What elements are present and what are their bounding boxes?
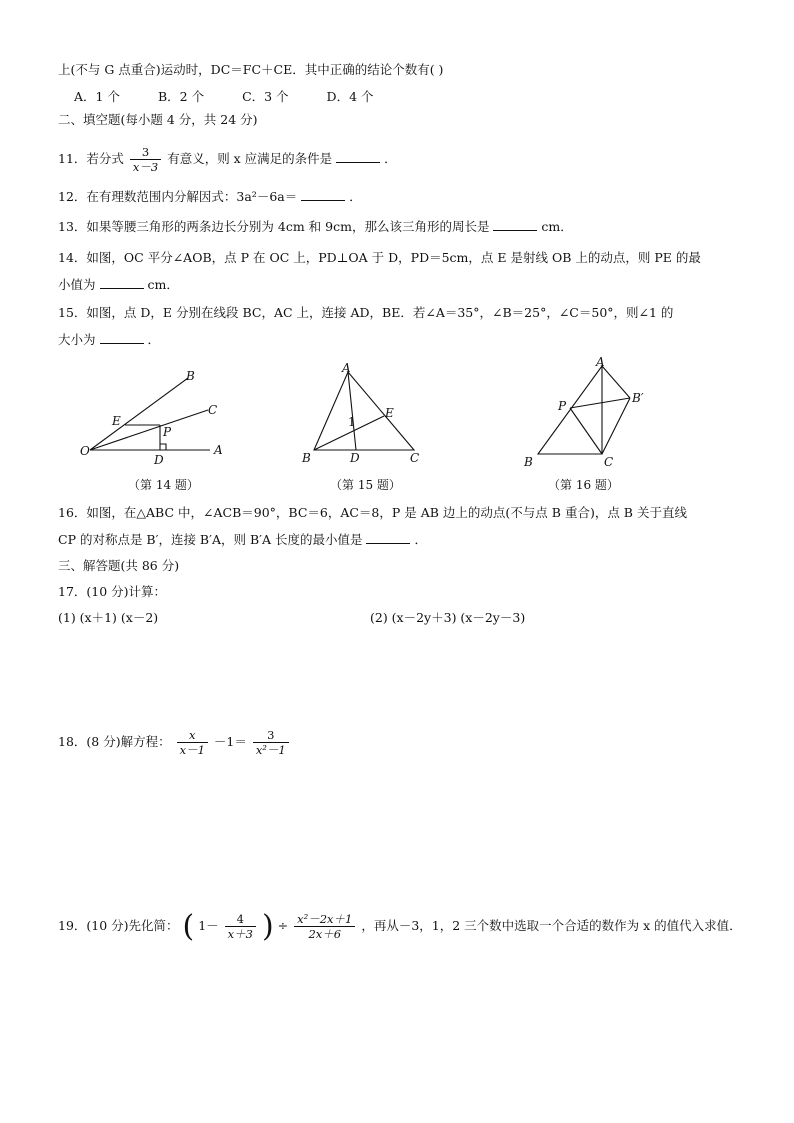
q19-right-paren: ) xyxy=(261,908,274,944)
q10-tail: 上(不与 G 点重合)运动时，DC＝FC＋CE．其中正确的结论个数有( ) xyxy=(58,62,444,77)
fig14-label-o: O xyxy=(80,444,90,458)
fig14-label-c: C xyxy=(208,403,218,417)
q18-f2-numerator: 3 xyxy=(267,728,275,742)
q18-fraction-right xyxy=(253,728,289,757)
q18-f2-denominator: x²－1 xyxy=(253,742,289,757)
q18-fraction-left xyxy=(177,728,208,757)
q13-pre: 13．如果等腰三角形的两条边长分别为 4cm 和 9cm，那么该三角形的周长是 xyxy=(58,219,490,234)
fig14-ray-ob xyxy=(90,378,188,450)
q16-line2-end: ． xyxy=(414,532,427,547)
question-19 xyxy=(58,906,742,946)
q11-answer-blank[interactable] xyxy=(336,150,380,163)
q17-title: 17．(10 分)计算： xyxy=(58,584,167,599)
fig16-segment-ab-prime xyxy=(602,366,630,398)
q11-numerator: 3 xyxy=(141,145,150,159)
section3-heading: 三、解答题(共 86 分) xyxy=(58,558,180,573)
fig14-label-d: D xyxy=(154,453,164,467)
q18-f1-numerator: x xyxy=(188,728,196,742)
q16-line1: 16．如图，在△ABC 中，∠ACB＝90°，BC＝6，AC＝8，P 是 AB 边上的动点(不与点 B 重合)，点 B 关于直线 xyxy=(58,505,687,520)
figure-16 xyxy=(518,350,668,472)
q15-line2-end: ． xyxy=(147,332,160,347)
fig14-label-p: P xyxy=(163,425,172,439)
fig14-label-a: A xyxy=(214,443,223,457)
fig16-label-a: A xyxy=(596,355,605,369)
q16-answer-blank[interactable] xyxy=(366,531,410,544)
q19-f2-denominator: 2x＋6 xyxy=(294,926,355,941)
fig14-label-e: E xyxy=(112,414,121,428)
q15-line2 xyxy=(58,331,160,348)
q17-part1: (1) (x＋1) (x－2) xyxy=(58,610,159,625)
fig16-segment-pb-prime xyxy=(570,398,630,408)
fig15-triangle-abc xyxy=(314,372,414,450)
fig16-caption: （第 16 题） xyxy=(548,478,619,492)
section2-heading: 二、填空题(每小题 4 分，共 24 分) xyxy=(58,112,258,127)
q19-f2-numerator: x²－2x＋1 xyxy=(297,912,353,926)
fig15-label-a: A xyxy=(342,361,351,375)
q19-f1-denominator: x＋3 xyxy=(225,926,256,941)
option-b: B．2 个 xyxy=(157,89,205,104)
q15-line2-pre: 大小为 xyxy=(58,332,96,347)
q18-pre: 18．(8 分)解方程： xyxy=(58,734,171,749)
fig14-right-angle-mark xyxy=(160,444,166,450)
q16-line2-pre: CP 的对称点是 B′，连接 B′A，则 B′A 长度的最小值是 xyxy=(58,532,363,547)
q15-line1: 15．如图，点 D，E 分别在线段 BC，AC 上，连接 AD，BE．若∠A＝35°，∠B＝25°，∠C＝50°，则∠1 的 xyxy=(58,305,674,320)
q18-mid: －1＝ xyxy=(213,734,247,749)
fig14-caption: （第 14 题） xyxy=(128,478,199,492)
q13-answer-blank[interactable] xyxy=(493,218,537,231)
q14-line1: 14．如图，OC 平分∠AOB，点 P 在 OC 上，PD⊥OA 于 D，PD＝5cm，点 E 是射线 OB 上的动点，则 PE 的最 xyxy=(58,250,701,265)
fig16-label-b-prime: B′ xyxy=(632,391,644,405)
q12-pre: 12．在有理数范围内分解因式：3a²－6a＝ xyxy=(58,189,298,204)
question-12 xyxy=(58,188,362,205)
figure-15 xyxy=(296,358,426,470)
q11-denominator: x－3 xyxy=(130,159,161,174)
fig15-label-c: C xyxy=(410,451,420,465)
q12-answer-blank[interactable] xyxy=(301,188,345,201)
q17-part2: (2) (x－2y＋3) (x－2y－3) xyxy=(370,610,526,625)
q14-line2-pre: 小值为 xyxy=(58,277,96,292)
q15-answer-blank[interactable] xyxy=(100,331,144,344)
q16-line2 xyxy=(58,531,427,548)
q11-fraction xyxy=(130,145,161,174)
fig16-segment-pc xyxy=(570,408,602,454)
q18-f1-denominator: x－1 xyxy=(177,742,208,757)
q19-left-paren: ( xyxy=(182,908,195,944)
q11-pre: 11．若分式 xyxy=(58,151,124,166)
q14-answer-blank[interactable] xyxy=(100,276,144,289)
q19-f1-numerator: 4 xyxy=(236,912,244,926)
fig15-segment-ad xyxy=(348,372,356,450)
fig14-ray-oc xyxy=(90,410,208,450)
q11-post: 有意义，则 x 应满足的条件是 xyxy=(167,151,333,166)
q11-end: ． xyxy=(384,151,397,166)
q14-line2 xyxy=(58,276,179,293)
option-a: A．1 个 xyxy=(74,89,120,104)
figure-14 xyxy=(80,362,240,470)
fig15-label-e: E xyxy=(385,406,394,420)
fig16-label-p: P xyxy=(558,399,567,413)
q19-pre: 19．(10 分)先化简： xyxy=(58,918,179,933)
question-11 xyxy=(58,142,397,176)
q19-fraction-outer xyxy=(294,912,355,941)
option-c: C．3 个 xyxy=(242,89,289,104)
fig16-label-b: B xyxy=(524,455,533,469)
q19-post: ，再从－3，1，2 三个数中选取一个合适的数作为 x 的值代入求值． xyxy=(361,918,742,933)
q13-end: cm． xyxy=(541,219,573,234)
fig16-segment-b-prime-c xyxy=(602,398,630,454)
q19-div: ÷ xyxy=(277,918,289,933)
q14-line2-end: cm． xyxy=(147,277,179,292)
question-13 xyxy=(58,218,573,235)
q12-end: ． xyxy=(349,189,362,204)
option-d: D．4 个 xyxy=(326,89,374,104)
q10-options xyxy=(74,89,408,105)
q19-fraction-inner xyxy=(225,912,256,941)
fig15-label-angle-1: 1 xyxy=(348,415,356,429)
fig15-label-d: D xyxy=(350,451,360,465)
fig15-label-b: B xyxy=(302,451,311,465)
question-18 xyxy=(58,724,291,760)
q19-one: 1－ xyxy=(198,918,219,933)
fig15-caption: （第 15 题） xyxy=(330,478,401,492)
fig14-label-b: B xyxy=(186,369,195,383)
fig16-label-c: C xyxy=(604,455,614,469)
